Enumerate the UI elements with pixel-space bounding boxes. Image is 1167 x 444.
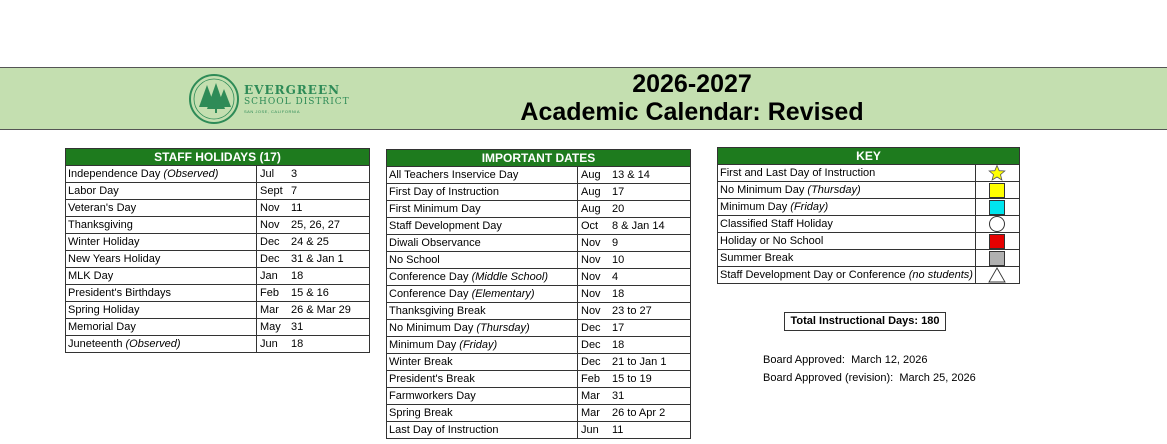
- table-row: [66, 200, 370, 217]
- table-row: [66, 166, 370, 183]
- table-row: [387, 422, 691, 439]
- date-month: Nov: [581, 254, 601, 266]
- date-cell: [578, 201, 691, 218]
- event-note: (Middle School): [471, 271, 548, 283]
- page-title-year: 2026-2027: [632, 70, 752, 98]
- event-cell: [387, 371, 578, 388]
- event-cell: [66, 319, 257, 336]
- date-month: Feb: [581, 373, 600, 385]
- date-cell: [257, 234, 370, 251]
- date-cell: [257, 183, 370, 200]
- total-label: Total Instructional Days:: [790, 315, 919, 327]
- event-cell: [66, 234, 257, 251]
- district-logo: [188, 73, 348, 125]
- event-name: All Teachers Inservice Day: [389, 169, 519, 181]
- table-row: [387, 235, 691, 252]
- key-label-cell: [718, 199, 976, 216]
- event-name: Minimum Day: [389, 339, 457, 351]
- event-name: Winter Break: [389, 356, 453, 368]
- date-days: 7: [291, 185, 298, 197]
- date-days: 9: [612, 237, 619, 249]
- event-note: (Thursday): [476, 322, 530, 334]
- event-name: Conference Day: [389, 271, 469, 283]
- date-days: 26 to Apr 2: [612, 407, 666, 419]
- table-row: [387, 269, 691, 286]
- event-cell: [387, 235, 578, 252]
- date-days: 20: [612, 203, 625, 215]
- key-label-cell: [718, 182, 976, 199]
- date-days: 25, 26, 27: [291, 219, 340, 231]
- date-month: Nov: [581, 288, 601, 300]
- date-cell: [578, 235, 691, 252]
- date-month: Nov: [260, 219, 280, 231]
- table-row: [387, 303, 691, 320]
- logo-name: EVERGREEN: [244, 83, 341, 97]
- key-label: Minimum Day: [720, 201, 788, 213]
- table-row: [387, 286, 691, 303]
- event-name: Thanksgiving Break: [389, 305, 486, 317]
- event-name: President's Break: [389, 373, 475, 385]
- table-row: [66, 217, 370, 234]
- event-name: Spring Holiday: [68, 304, 140, 316]
- table-row: [387, 218, 691, 235]
- date-cell: [257, 302, 370, 319]
- board-approved-revision: [763, 372, 976, 384]
- key-label-cell: [718, 233, 976, 250]
- event-note: (Observed): [163, 168, 219, 180]
- date-cell: [578, 354, 691, 371]
- date-cell: [578, 184, 691, 201]
- date-month: Oct: [581, 220, 599, 232]
- date-days: 3: [291, 168, 298, 180]
- table-row: [387, 405, 691, 422]
- event-cell: [66, 217, 257, 234]
- event-cell: [387, 337, 578, 354]
- date-cell: [578, 303, 691, 320]
- date-cell: [578, 320, 691, 337]
- event-name: Diwali Observance: [389, 237, 481, 249]
- date-cell: [257, 251, 370, 268]
- key-row: [718, 233, 1020, 250]
- table-row: [66, 336, 370, 353]
- date-cell: [578, 286, 691, 303]
- date-month: May: [260, 321, 281, 333]
- key-label: Staff Development Day or Conference: [720, 269, 906, 281]
- event-name: Staff Development Day: [389, 220, 502, 232]
- square-icon: [989, 183, 1005, 198]
- event-note: (Observed): [125, 338, 181, 350]
- date-cell: [257, 217, 370, 234]
- key-row: [718, 182, 1020, 199]
- event-name: Veteran's Day: [68, 202, 137, 214]
- date-month: Jan: [260, 270, 278, 282]
- date-cell: [578, 218, 691, 235]
- key-row: [718, 250, 1020, 267]
- event-name: Thanksgiving: [68, 219, 133, 231]
- date-days: 18: [612, 288, 625, 300]
- event-cell: [66, 285, 257, 302]
- event-cell: [66, 302, 257, 319]
- date-cell: [578, 422, 691, 439]
- key-label: Summer Break: [720, 252, 794, 264]
- key-note: (no students): [908, 269, 973, 281]
- square-icon: [989, 234, 1005, 249]
- event-cell: [66, 166, 257, 183]
- table-row: [387, 354, 691, 371]
- date-cell: [578, 269, 691, 286]
- key-label: No Minimum Day: [720, 184, 805, 196]
- event-cell: [66, 336, 257, 353]
- table-row: [66, 251, 370, 268]
- date-days: 17: [612, 186, 625, 198]
- date-cell: [578, 167, 691, 184]
- event-name: First Day of Instruction: [389, 186, 500, 198]
- event-cell: [66, 268, 257, 285]
- table-row: [387, 201, 691, 218]
- date-cell: [578, 371, 691, 388]
- total-value: 180: [921, 315, 940, 327]
- key-note: (Friday): [790, 201, 829, 213]
- event-name: Independence Day: [68, 168, 161, 180]
- square-icon: [989, 251, 1005, 266]
- table-row: [66, 302, 370, 319]
- board-revision-date: March 25, 2026: [899, 372, 976, 384]
- date-month: Mar: [581, 390, 600, 402]
- event-name: First Minimum Day: [389, 203, 481, 215]
- date-days: 18: [291, 338, 304, 350]
- date-month: Mar: [581, 407, 600, 419]
- date-month: Nov: [581, 305, 601, 317]
- date-days: 11: [291, 202, 303, 214]
- logo-subtitle: SCHOOL DISTRICT: [244, 97, 350, 107]
- date-month: Jun: [260, 338, 278, 350]
- star-icon: [988, 165, 1006, 181]
- event-cell: [387, 269, 578, 286]
- date-month: Aug: [581, 186, 601, 198]
- event-cell: [387, 354, 578, 371]
- date-days: 31: [612, 390, 625, 402]
- table-row: [66, 285, 370, 302]
- event-cell: [66, 251, 257, 268]
- table-row: [387, 252, 691, 269]
- date-days: 11: [612, 424, 624, 436]
- date-days: 31 & Jan 1: [291, 253, 344, 265]
- date-cell: [257, 268, 370, 285]
- circle-icon: [989, 216, 1005, 232]
- event-cell: [387, 252, 578, 269]
- event-cell: [387, 286, 578, 303]
- important-dates-table: [386, 149, 691, 439]
- key-symbol-cell: [975, 182, 1019, 199]
- date-month: Jun: [581, 424, 599, 436]
- key-label-cell: [718, 267, 976, 284]
- date-days: 15 to 19: [612, 373, 652, 385]
- event-name: Last Day of Instruction: [389, 424, 499, 436]
- event-cell: [387, 388, 578, 405]
- date-days: 4: [612, 271, 619, 283]
- event-cell: [66, 200, 257, 217]
- event-cell: [387, 422, 578, 439]
- key-row: [718, 267, 1020, 284]
- square-icon: [989, 200, 1005, 215]
- board-approved-label: Board Approved:: [763, 354, 845, 366]
- date-days: 10: [612, 254, 625, 266]
- table-row: [387, 337, 691, 354]
- event-name: Memorial Day: [68, 321, 136, 333]
- date-month: Nov: [260, 202, 280, 214]
- event-name: New Years Holiday: [68, 253, 161, 265]
- event-cell: [66, 183, 257, 200]
- logo-location: SAN JOSE, CALIFORNIA: [244, 109, 301, 114]
- important-dates-title: IMPORTANT DATES: [387, 150, 691, 167]
- board-approved: [763, 354, 928, 366]
- date-month: Dec: [260, 236, 280, 248]
- key-symbol-cell: [975, 250, 1019, 267]
- date-days: 18: [612, 339, 625, 351]
- event-name: Juneteenth: [68, 338, 123, 350]
- date-month: Dec: [581, 356, 601, 368]
- staff-holidays-title: STAFF HOLIDAYS (17): [66, 149, 370, 166]
- table-row: [66, 268, 370, 285]
- key-title: KEY: [718, 148, 1020, 165]
- event-cell: [387, 303, 578, 320]
- date-month: Nov: [581, 237, 601, 249]
- date-cell: [578, 388, 691, 405]
- date-cell: [257, 336, 370, 353]
- table-row: [387, 184, 691, 201]
- event-name: President's Birthdays: [68, 287, 171, 299]
- event-cell: [387, 167, 578, 184]
- key-symbol-cell: [975, 199, 1019, 216]
- date-cell: [257, 166, 370, 183]
- date-days: 23 to 27: [612, 305, 652, 317]
- event-name: No School: [389, 254, 440, 266]
- date-days: 21 to Jan 1: [612, 356, 667, 368]
- table-row: [66, 183, 370, 200]
- key-label: Holiday or No School: [720, 235, 824, 247]
- event-note: (Friday): [459, 339, 498, 351]
- total-instructional-days: [784, 312, 946, 331]
- date-days: 31: [291, 321, 304, 333]
- date-days: 8 & Jan 14: [612, 220, 665, 232]
- date-month: Mar: [260, 304, 279, 316]
- key-table: [717, 147, 1020, 284]
- key-label: Classified Staff Holiday: [720, 218, 833, 230]
- date-cell: [578, 405, 691, 422]
- date-days: 26 & Mar 29: [291, 304, 351, 316]
- key-row: [718, 165, 1020, 182]
- event-cell: [387, 405, 578, 422]
- triangle-icon: [988, 267, 1006, 283]
- event-name: Spring Break: [389, 407, 453, 419]
- table-row: [66, 234, 370, 251]
- date-month: Dec: [581, 322, 601, 334]
- staff-holidays-table: [65, 148, 370, 353]
- date-days: 18: [291, 270, 304, 282]
- date-month: Dec: [260, 253, 280, 265]
- date-month: Aug: [581, 203, 601, 215]
- event-name: Farmworkers Day: [389, 390, 476, 402]
- key-row: [718, 199, 1020, 216]
- event-cell: [387, 184, 578, 201]
- table-row: [387, 388, 691, 405]
- date-days: 24 & 25: [291, 236, 329, 248]
- date-month: Jul: [260, 168, 275, 180]
- key-row: [718, 216, 1020, 233]
- key-symbol-cell: [975, 165, 1019, 182]
- board-revision-label: Board Approved (revision):: [763, 372, 894, 384]
- date-month: Feb: [260, 287, 279, 299]
- event-name: Conference Day: [389, 288, 469, 300]
- event-cell: [387, 320, 578, 337]
- table-row: [66, 319, 370, 336]
- key-note: (Thursday): [807, 184, 861, 196]
- date-days: 13 & 14: [612, 169, 650, 181]
- date-cell: [257, 200, 370, 217]
- key-label-cell: [718, 250, 976, 267]
- board-approved-date: March 12, 2026: [851, 354, 928, 366]
- date-cell: [257, 319, 370, 336]
- key-symbol-cell: [975, 267, 1019, 284]
- page-title: Academic Calendar: Revised: [520, 98, 864, 126]
- event-name: Labor Day: [68, 185, 119, 197]
- date-days: 17: [612, 322, 625, 334]
- date-month: Nov: [581, 271, 601, 283]
- table-row: [387, 320, 691, 337]
- table-row: [387, 371, 691, 388]
- event-name: Winter Holiday: [68, 236, 140, 248]
- date-cell: [257, 285, 370, 302]
- key-symbol-cell: [975, 216, 1019, 233]
- key-label-cell: [718, 165, 976, 182]
- event-cell: [387, 218, 578, 235]
- date-days: 15 & 16: [291, 287, 329, 299]
- date-cell: [578, 337, 691, 354]
- date-cell: [578, 252, 691, 269]
- event-name: MLK Day: [68, 270, 114, 282]
- table-row: [387, 167, 691, 184]
- key-label-cell: [718, 216, 976, 233]
- date-month: Sept: [260, 185, 283, 197]
- tree-icon: [188, 73, 240, 125]
- date-month: Dec: [581, 339, 601, 351]
- event-note: (Elementary): [471, 288, 535, 300]
- event-name: No Minimum Day: [389, 322, 474, 334]
- date-month: Aug: [581, 169, 601, 181]
- key-label: First and Last Day of Instruction: [720, 167, 876, 179]
- event-cell: [387, 201, 578, 218]
- key-symbol-cell: [975, 233, 1019, 250]
